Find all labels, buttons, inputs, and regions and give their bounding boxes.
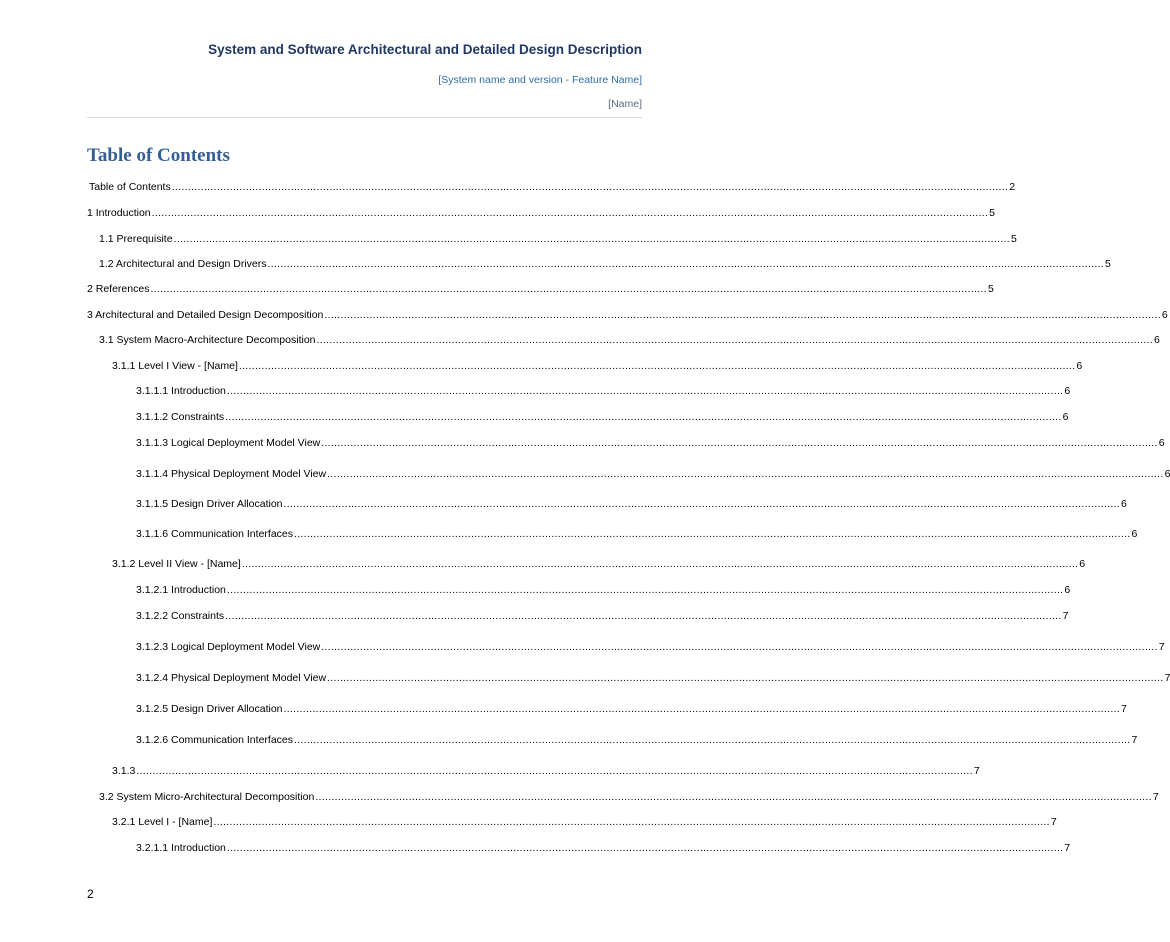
toc-entry[interactable]: [89, 180, 1016, 194]
toc-entry-page: 6: [1076, 360, 1083, 372]
page-number: 2: [87, 887, 94, 901]
toc-dot-leader: ....................................................................................................................................................................................................................................................................: [294, 734, 1131, 746]
toc-entry[interactable]: [99, 333, 1160, 347]
toc-dot-leader: ....................................................................................................................................................................................................................................................................: [283, 498, 1120, 510]
toc-entry[interactable]: [136, 702, 1127, 716]
toc-entry[interactable]: [136, 384, 1071, 398]
toc-entry[interactable]: [112, 359, 1083, 373]
toc-entry-label: 3.1.2.3 Logical Deployment Model View: [136, 641, 321, 653]
toc-dot-leader: ....................................................................................................................................................................................................................................................................: [226, 842, 1064, 854]
header-divider: [87, 117, 642, 118]
toc-entry[interactable]: [136, 841, 1071, 855]
toc-entry[interactable]: [136, 609, 1069, 623]
toc-entry-page: 6: [1161, 309, 1168, 321]
toc-dot-leader: ....................................................................................................................................................................................................................................................................: [226, 385, 1064, 397]
toc-entry[interactable]: [136, 527, 1138, 541]
toc-entry-page: 6: [1064, 385, 1071, 397]
toc-dot-leader: ....................................................................................................................................................................................................................................................................: [321, 641, 1158, 653]
toc-dot-leader: ....................................................................................................................................................................................................................................................................: [327, 468, 1164, 480]
toc-entry-page: 7: [1152, 791, 1159, 803]
toc-entry-label: Table of Contents: [89, 181, 171, 193]
toc-entry-label: 3.1.2.1 Introduction: [136, 584, 226, 596]
toc-entry-page: 6: [1064, 584, 1071, 596]
toc-entry-page: 7: [1050, 816, 1057, 828]
toc-entry[interactable]: [136, 467, 1170, 481]
toc-dot-leader: ....................................................................................................................................................................................................................................................................: [151, 207, 989, 219]
toc-entry-label: 3.2.1.1 Introduction: [136, 842, 226, 854]
toc-entry[interactable]: [112, 764, 980, 778]
toc-dot-leader: ....................................................................................................................................................................................................................................................................: [267, 258, 1104, 270]
toc-entry[interactable]: [112, 815, 1057, 829]
document-name: [Name]: [608, 98, 642, 110]
toc-dot-leader: ....................................................................................................................................................................................................................................................................: [294, 528, 1131, 540]
toc-entry-label: 3.1.2.6 Communication Interfaces: [136, 734, 293, 746]
toc-entry[interactable]: [136, 640, 1165, 654]
toc-entry[interactable]: [136, 410, 1069, 424]
toc-entry[interactable]: [99, 257, 1111, 271]
toc-entry-page: 6: [1164, 468, 1170, 480]
toc-dot-leader: ....................................................................................................................................................................................................................................................................: [225, 411, 1062, 423]
toc-entry-label: 3.2.1 Level I - [Name]: [112, 816, 213, 828]
toc-entry[interactable]: [136, 583, 1071, 597]
toc-entry[interactable]: [99, 232, 1017, 246]
toc-entry[interactable]: [99, 790, 1159, 804]
toc-entry-label: 3.1.1 Level I View - [Name]: [112, 360, 238, 372]
toc-entry[interactable]: [136, 671, 1170, 685]
toc-entry-label: 1 Introduction: [87, 207, 151, 219]
toc-dot-leader: ....................................................................................................................................................................................................................................................................: [238, 360, 1076, 372]
toc-entry-page: 2: [1009, 181, 1016, 193]
toc-dot-leader: ....................................................................................................................................................................................................................................................................: [173, 233, 1011, 245]
toc-entry-label: 3 Architectural and Detailed Design Decomposition: [87, 309, 324, 321]
toc-entry[interactable]: [87, 308, 1168, 322]
toc-entry-label: 3.1.2.2 Constraints: [136, 610, 225, 622]
toc-entry-label: 3.1.1.2 Constraints: [136, 411, 225, 423]
toc-entry-label: 3.1.1.6 Communication Interfaces: [136, 528, 293, 540]
toc-heading: Table of Contents: [87, 145, 230, 166]
toc-dot-leader: ....................................................................................................................................................................................................................................................................: [226, 584, 1064, 596]
toc-entry-page: 6: [1062, 411, 1069, 423]
toc-entry[interactable]: [87, 206, 995, 220]
toc-dot-leader: ....................................................................................................................................................................................................................................................................: [327, 672, 1164, 684]
toc-entry[interactable]: [87, 282, 994, 296]
toc-entry[interactable]: [112, 557, 1086, 571]
toc-entry-page: 5: [987, 283, 994, 295]
toc-dot-leader: ....................................................................................................................................................................................................................................................................: [136, 765, 973, 777]
toc-entry-page: 7: [1164, 672, 1170, 684]
toc-dot-leader: ....................................................................................................................................................................................................................................................................: [283, 703, 1120, 715]
toc-entry-label: 2 References: [87, 283, 150, 295]
toc-entry[interactable]: [136, 436, 1165, 450]
toc-dot-leader: ....................................................................................................................................................................................................................................................................: [316, 334, 1153, 346]
document-subtitle: [System name and version - Feature Name]: [438, 74, 642, 86]
toc-entry-page: 7: [1064, 842, 1071, 854]
toc-dot-leader: ....................................................................................................................................................................................................................................................................: [315, 791, 1152, 803]
toc-entry-page: 6: [1079, 558, 1086, 570]
toc-dot-leader: ....................................................................................................................................................................................................................................................................: [225, 610, 1062, 622]
toc-dot-leader: ....................................................................................................................................................................................................................................................................: [321, 437, 1158, 449]
toc-entry-page: 5: [1011, 233, 1017, 245]
toc-entry-page: 6: [1120, 498, 1127, 510]
toc-entry-page: 7: [1158, 641, 1165, 653]
toc-entry-page: 7: [1120, 703, 1127, 715]
toc-entry[interactable]: [136, 733, 1138, 747]
toc-entry-page: 6: [1131, 528, 1138, 540]
toc-dot-leader: ....................................................................................................................................................................................................................................................................: [213, 816, 1050, 828]
toc-entry-label: 3.1.1.1 Introduction: [136, 385, 226, 397]
toc-entry-label: 3.2 System Micro-Architectural Decomposition: [99, 791, 315, 803]
toc-entry-page: 5: [989, 207, 995, 219]
toc-entry-label: 3.1.3: [112, 765, 136, 777]
toc-dot-leader: ....................................................................................................................................................................................................................................................................: [324, 309, 1161, 321]
toc-entry-label: 1.1 Prerequisite: [99, 233, 173, 245]
toc-entry-label: 3.1.2.5 Design Driver Allocation: [136, 703, 283, 715]
toc-entry-page: 6: [1158, 437, 1165, 449]
document-title: System and Software Architectural and Detailed Design Description: [208, 42, 642, 57]
toc-entry-label: 3.1.1.5 Design Driver Allocation: [136, 498, 283, 510]
toc-dot-leader: ....................................................................................................................................................................................................................................................................: [241, 558, 1079, 570]
toc-entry-page: 6: [1153, 334, 1160, 346]
toc-entry-page: 7: [1062, 610, 1069, 622]
toc-dot-leader: ....................................................................................................................................................................................................................................................................: [150, 283, 987, 295]
toc-dot-leader: ....................................................................................................................................................................................................................................................................: [171, 181, 1009, 193]
toc-entry-label: 3.1.1.4 Physical Deployment Model View: [136, 468, 327, 480]
toc-entry[interactable]: [136, 497, 1127, 511]
toc-entry-label: 3.1 System Macro-Architecture Decomposition: [99, 334, 316, 346]
toc-entry-label: 3.1.2.4 Physical Deployment Model View: [136, 672, 327, 684]
toc-entry-page: 7: [1131, 734, 1138, 746]
toc-entry-label: 3.1.2 Level II View - [Name]: [112, 558, 241, 570]
toc-entry-label: 3.1.1.3 Logical Deployment Model View: [136, 437, 321, 449]
toc-entry-page: 5: [1104, 258, 1111, 270]
toc-entry-label: 1.2 Architectural and Design Drivers: [99, 258, 267, 270]
toc-entry-page: 7: [973, 765, 980, 777]
